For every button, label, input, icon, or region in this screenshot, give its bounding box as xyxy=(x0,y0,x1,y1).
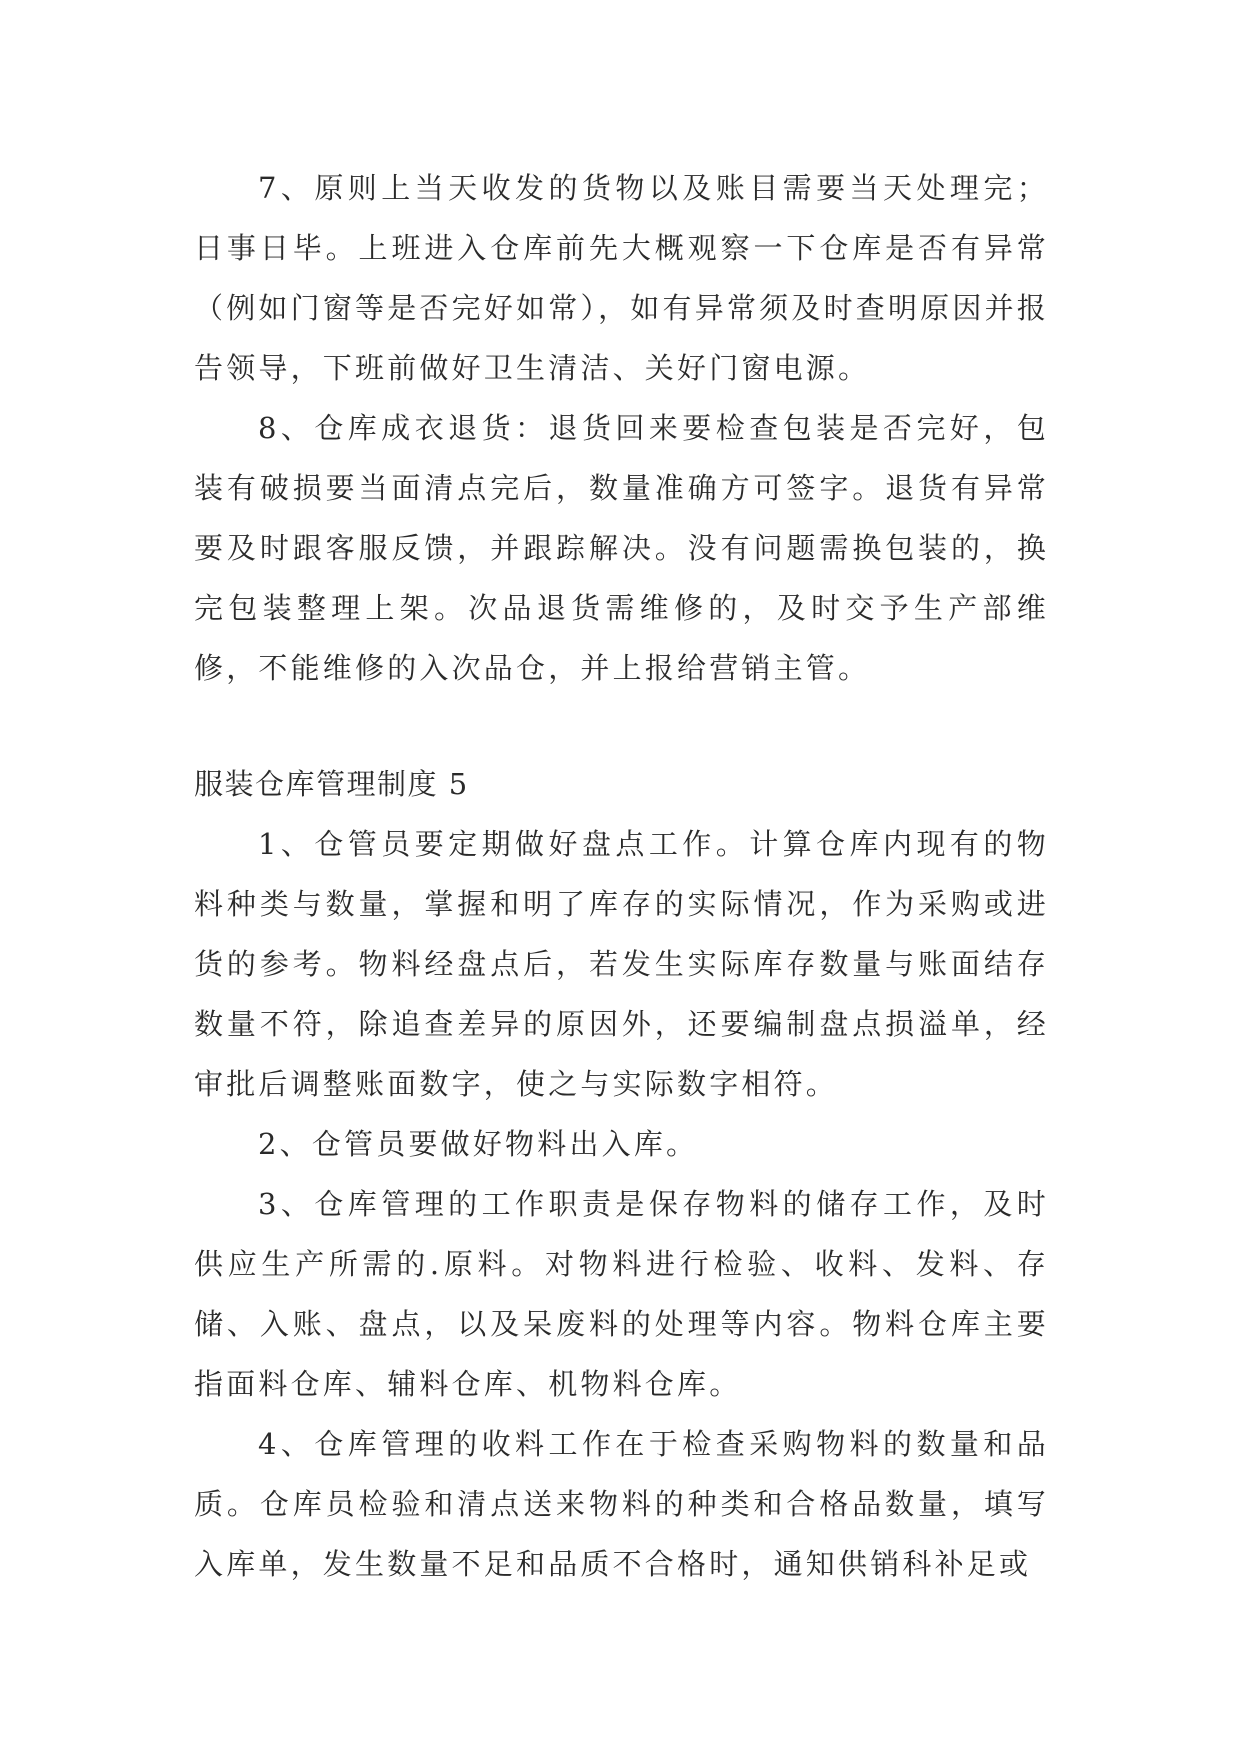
paragraph-3: 3、仓库管理的工作职责是保存物料的储存工作，及时供应生产所需的.原料。对物料进行检验、收料、发料、存储、入账、盘点，以及呆废料的处理等内容。物料仓库主要指面料仓库、辅料仓库、机物料仓库。 xyxy=(194,1187,1049,1401)
paragraph-2: 2、仓管员要做好物料出入库。 xyxy=(258,1127,699,1161)
paragraph-8: 8、仓库成衣退货：退货回来要检查包装是否完好，包装有破损要当面清点完后，数量准确方可签字。退货有异常要及时跟客服反馈，并跟踪解决。没有问题需换包装的，换完包装整理上架。次品退货需维修的，及时交予生产部维修，不能维修的入次品仓，并上报给营销主管。 xyxy=(194,411,1049,685)
section-title: 服装仓库管理制度 5 xyxy=(194,767,469,801)
paragraph-7: 7、原则上当天收发的货物以及账目需要当天处理完；日事日毕。上班进入仓库前先大概观察一下仓库是否有异常（例如门窗等是否完好如常），如有异常须及时查明原因并报告领导，下班前做好卫生清洁、关好门窗电源。 xyxy=(194,171,1049,385)
document-page xyxy=(194,158,1049,1594)
paragraph-4: 4、仓库管理的收料工作在于检查采购物料的数量和品质。仓库员检验和清点送来物料的种类和合格品数量，填写入库单，发生数量不足和品质不合格时，通知供销科补足或 xyxy=(194,1427,1049,1581)
paragraph-1: 1、仓管员要定期做好盘点工作。计算仓库内现有的物料种类与数量，掌握和明了库存的实际情况，作为采购或进货的参考。物料经盘点后，若发生实际库存数量与账面结存数量不符，除追查差异的原因外，还要编制盘点损溢单，经审批后调整账面数字，使之与实际数字相符。 xyxy=(194,827,1049,1101)
